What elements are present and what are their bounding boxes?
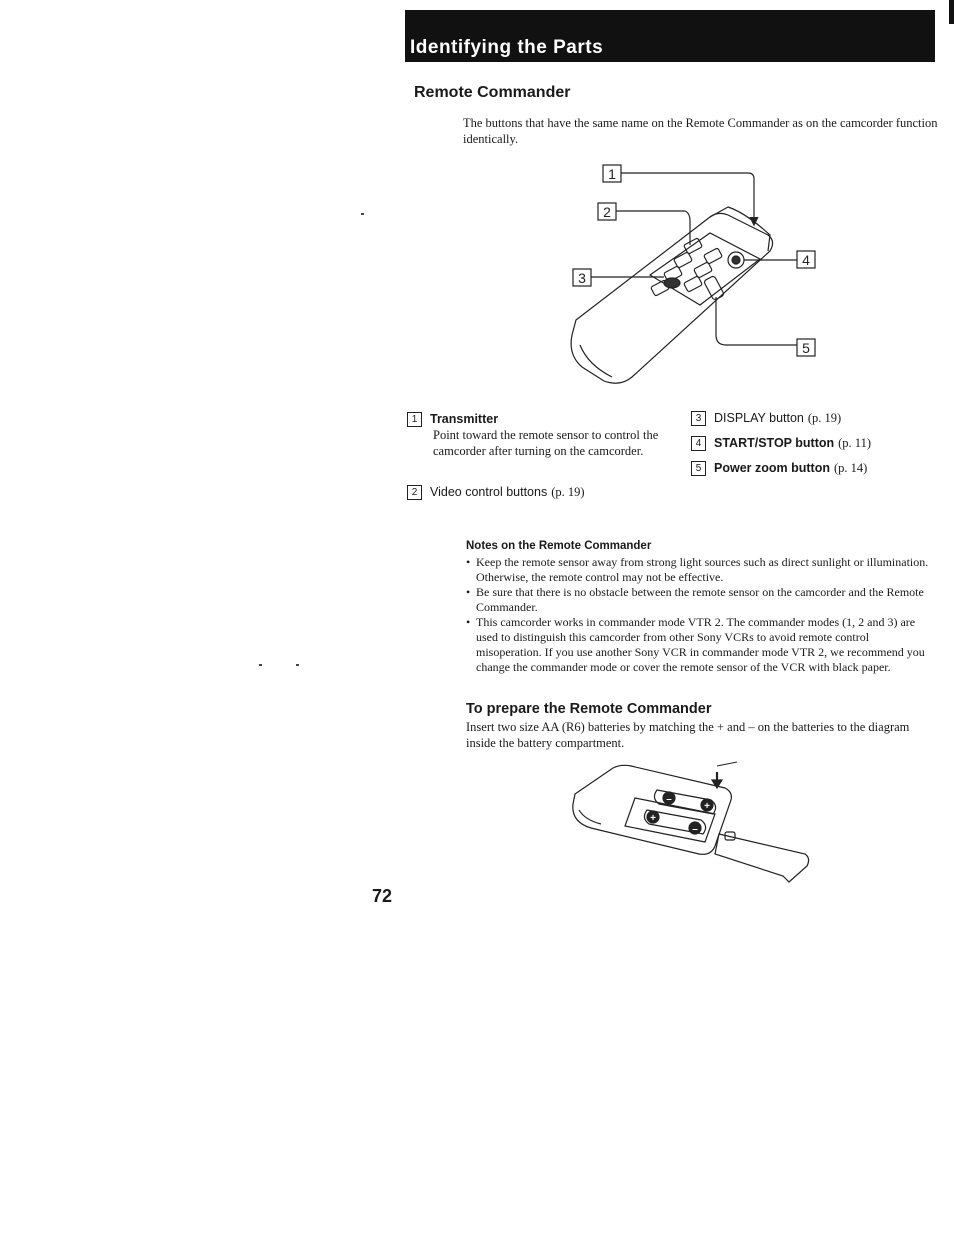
- item-page-ref: (p. 11): [838, 436, 872, 450]
- svg-text:1: 1: [608, 166, 616, 182]
- battery-insertion-diagram: [565, 758, 815, 888]
- svg-text:5: 5: [802, 340, 810, 356]
- item-label: Video control buttons: [430, 485, 548, 499]
- battery-plus-sign: +: [704, 801, 710, 812]
- remote-commander-diagram: [540, 155, 840, 390]
- scan-mark: [259, 664, 262, 666]
- legend-item-3: [691, 410, 841, 426]
- item-number-box: 1: [407, 412, 422, 427]
- intro-text: The buttons that have the same name on the Remote Commander as on the camcorder function identically.: [463, 116, 938, 146]
- item-label: Transmitter: [430, 412, 499, 426]
- callout-5: [716, 297, 815, 356]
- legend-item-2: [407, 484, 585, 500]
- note-item: • Be sure that there is no obstacle between the remote sensor on the camcorder and the Remote Commander.: [466, 585, 936, 615]
- prepare-text: Insert two size AA (R6) batteries by matching the + and – on the batteries to the diagram inside the battery compartment.: [466, 720, 910, 750]
- prepare-title: To prepare the Remote Commander: [466, 701, 712, 717]
- item-page-ref: (p. 19): [807, 411, 842, 425]
- item-number-box: 5: [691, 461, 706, 476]
- header-edge-mark: [949, 0, 954, 24]
- scan-mark: [361, 213, 364, 215]
- callout-3: [573, 269, 664, 286]
- battery-minus-sign: –: [692, 824, 698, 835]
- legend-item-1: [407, 411, 677, 459]
- svg-text:3: 3: [578, 270, 586, 286]
- callout-2: [598, 203, 690, 245]
- start-stop-button-center: [732, 256, 740, 264]
- item-label: START/STOP button: [714, 436, 835, 450]
- item-label: DISPLAY button: [714, 411, 804, 425]
- arrow-down-icon: [712, 762, 737, 788]
- legend-item-4: [691, 435, 871, 451]
- notes-list: [466, 555, 936, 675]
- item-page-ref: (p. 19): [551, 485, 585, 499]
- power-zoom-button: [704, 275, 725, 300]
- item-label: Power zoom button: [714, 461, 830, 475]
- remote-body: [571, 213, 772, 383]
- page-number: 72: [372, 886, 393, 906]
- section-title: Remote Commander: [414, 84, 571, 101]
- remote-body-edge: [580, 345, 612, 377]
- battery-plus-sign: +: [650, 813, 656, 824]
- svg-text:2: 2: [603, 204, 611, 220]
- callout-1: [603, 165, 758, 225]
- legend-item-5: [691, 460, 867, 476]
- battery-minus-sign: –: [666, 794, 672, 805]
- item-page-ref: (p. 14): [833, 461, 868, 475]
- item-number-box: 4: [691, 436, 706, 451]
- notes-title: Notes on the Remote Commander: [466, 540, 652, 552]
- note-item: • This camcorder works in commander mode VTR 2. The commander modes (1, 2 and 3) are used to distinguish this camcorder from other Sony VCRs to avoid remote control misoperation. If you use another Sony VCR in commander mode VTR 2, we recommend you change the commander mode or cover the remote sensor of the VCR with black paper.: [466, 615, 936, 675]
- display-button: [664, 278, 680, 288]
- battery-cover: [715, 834, 809, 882]
- svg-text:4: 4: [802, 252, 810, 268]
- note-item: • Keep the remote sensor away from strong light sources such as direct sunlight or illumination. Otherwise, the remote control may not be effective.: [466, 555, 936, 585]
- item-number-box: 3: [691, 411, 706, 426]
- button-panel: [650, 233, 760, 305]
- item-description: Point toward the remote sensor to control the camcorder after turning on the camcorder.: [433, 428, 659, 458]
- item-number-box: 2: [407, 485, 422, 500]
- scan-mark: [296, 664, 299, 666]
- header-title: Identifying the Parts: [410, 37, 604, 58]
- remote-back-edge: [579, 810, 601, 824]
